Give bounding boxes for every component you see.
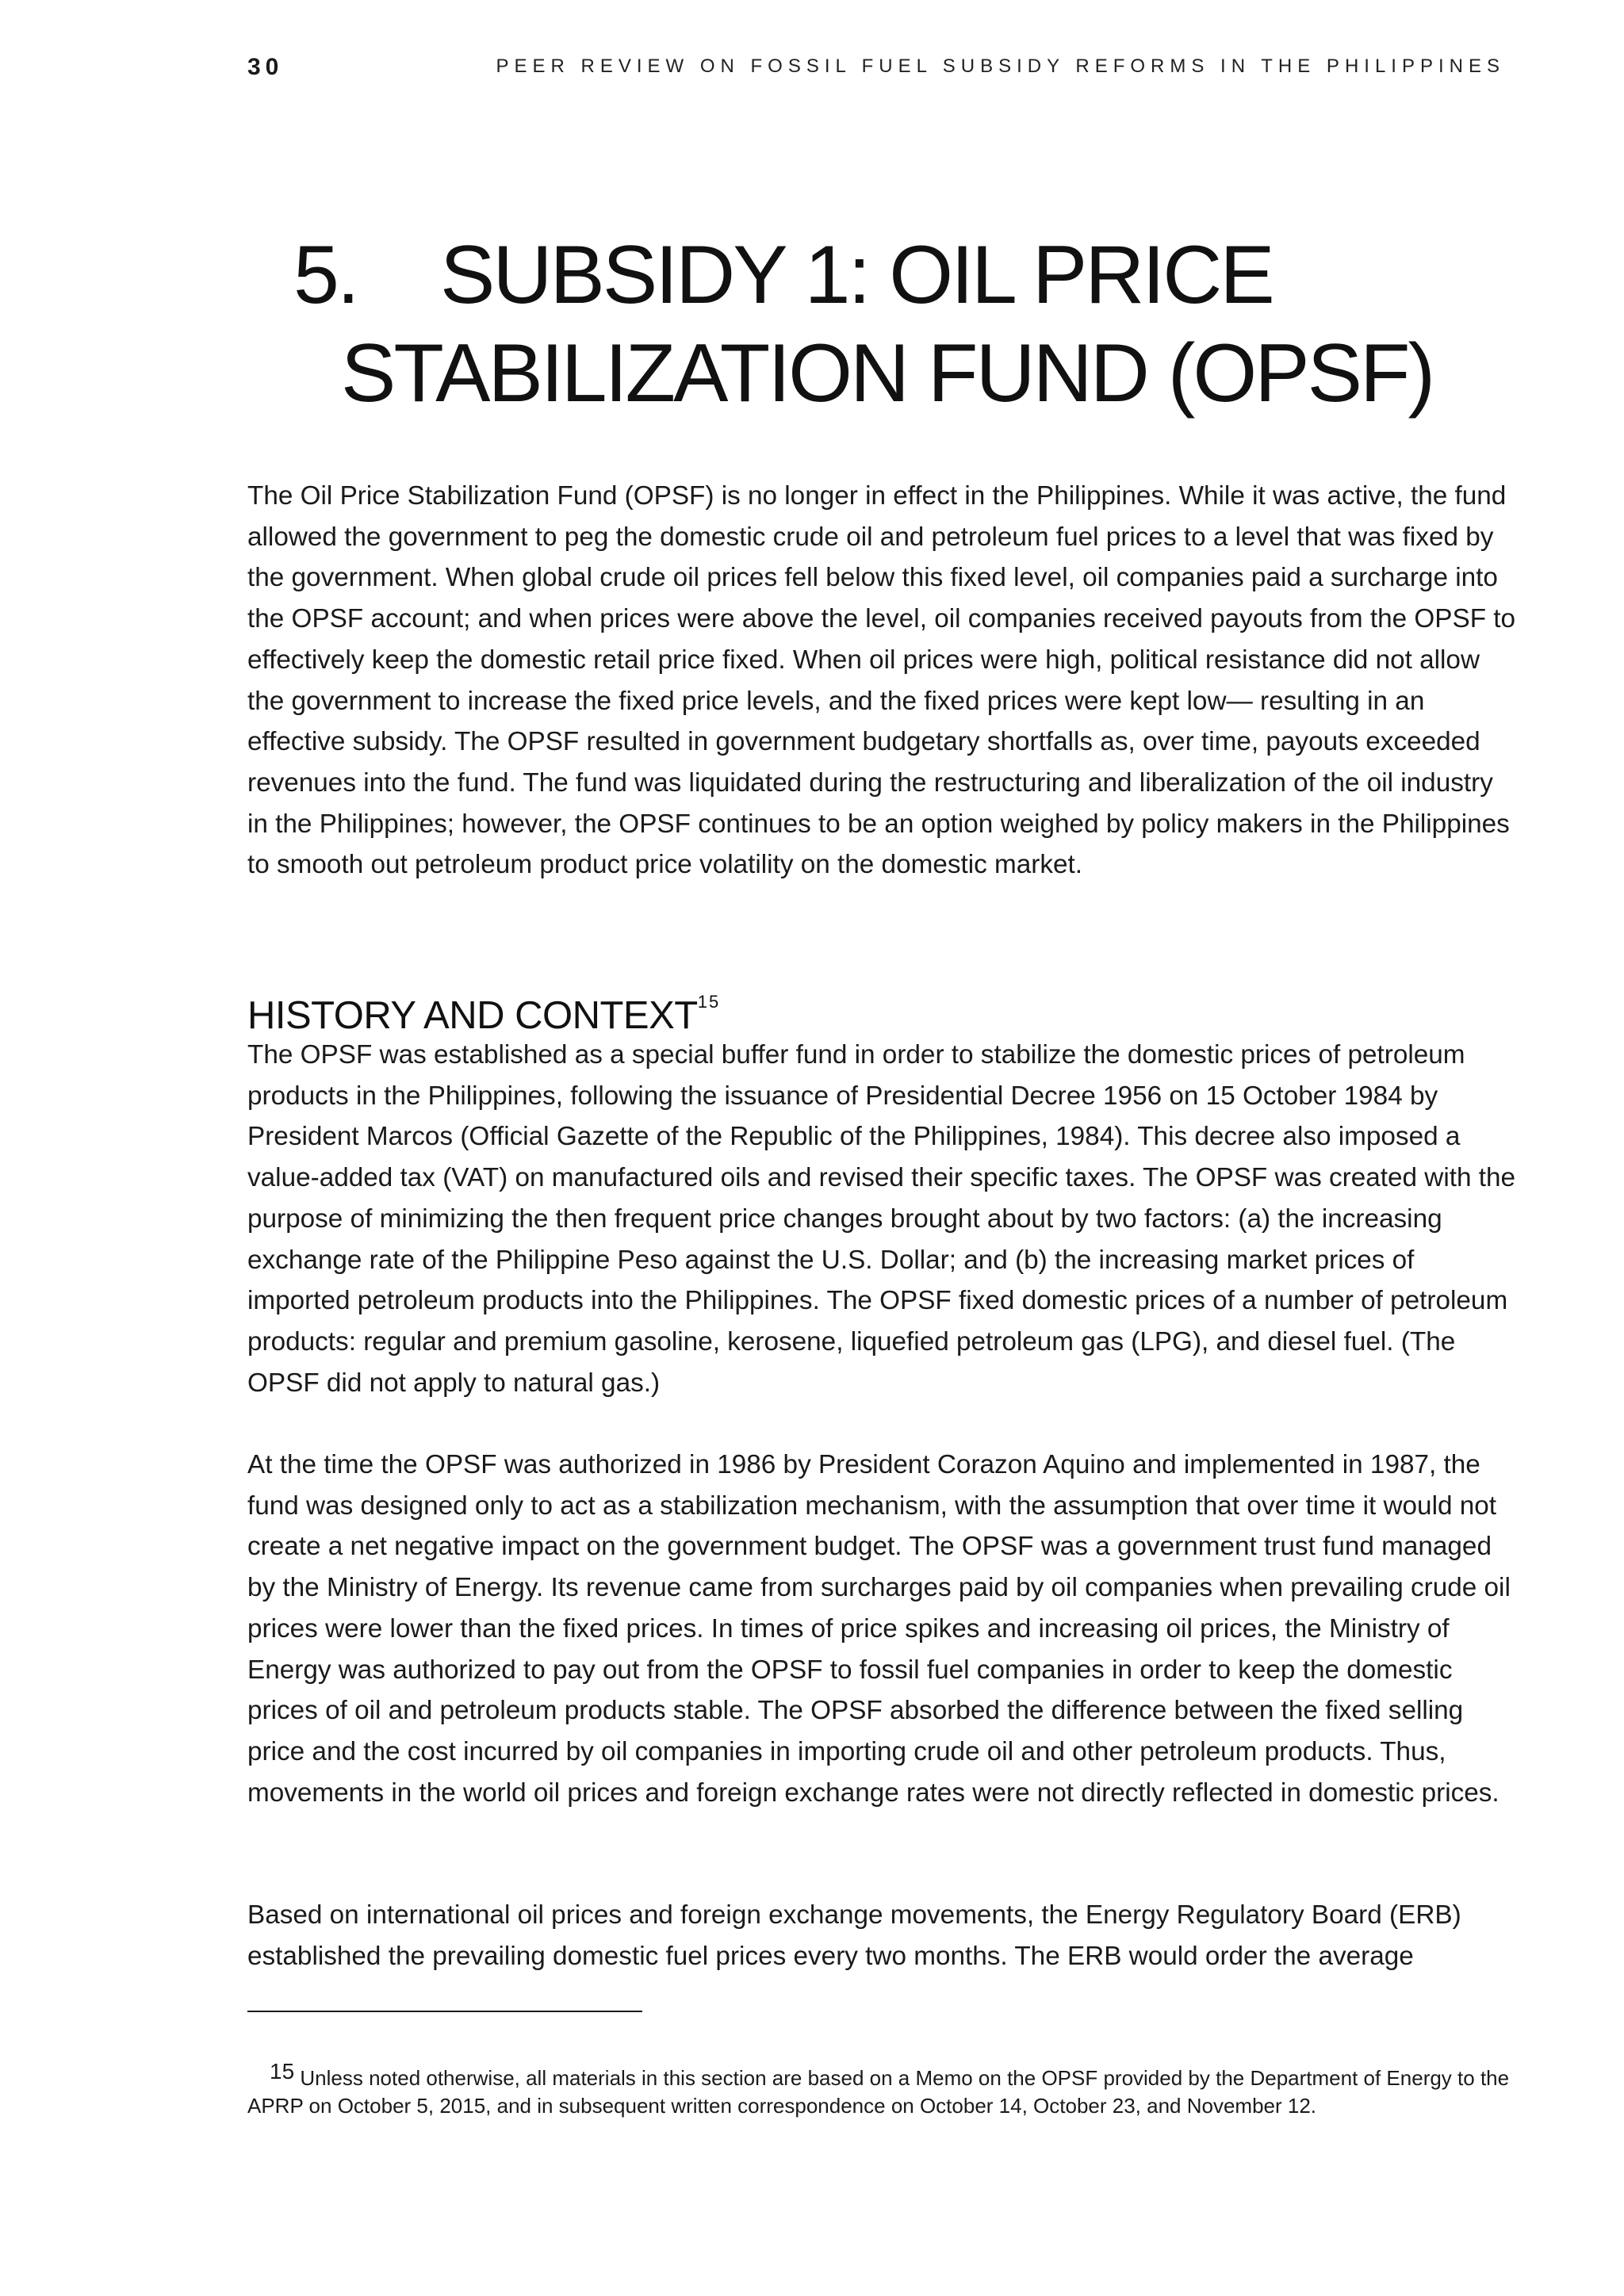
running-header: PEER REVIEW ON FOSSIL FUEL SUBSIDY REFORMS IN THE PHILIPPINES (496, 55, 1505, 77)
history-paragraph-3: Based on international oil prices and foreign exchange movements, the Energy Regulatory Board (ERB) established the prevailing domestic fuel prices every two months. The ERB would order the average (247, 1900, 1461, 1971)
chapter-title (293, 226, 1522, 423)
footnote-divider (247, 2011, 642, 2012)
chapter-title-line1: SUBSIDY 1: OIL PRICE (440, 229, 1273, 321)
footnote-reference: 15 (697, 992, 721, 1012)
footnote-number: 15 (270, 2059, 295, 2084)
section-heading-text: HISTORY AND CONTEXT (247, 994, 698, 1037)
footnote-text: Unless noted otherwise, all materials in this section are based on a Memo on the OPSF provided by the Department of Energy to the APRP on October 5, 2015, and in subsequent written correspondence on October 14, October 23, and November 12. (247, 2066, 1510, 2118)
section-heading (247, 978, 720, 1039)
history-paragraph-1: The OPSF was established as a special buffer fund in order to stabilize the domestic prices of petroleum products in the Philippines, following the issuance of Presidential Decree 1956 on 15 October 1984 by President Marcos (Official Gazette of the Republic of the Philippines, 1984). This decree also imposed a value-added tax (VAT) on manufactured oils and revised their specific taxes. The OPSF was created with the purpose of minimizing the then frequent price changes brought about by two factors: (a) the increasing exchange rate of the Philippine Peso against the U.S. Dollar; and (b) the increasing market prices of imported petroleum products into the Philippines. The OPSF fixed domestic prices of a number of petroleum products: regular and premium gasoline, kerosene, liquefied petroleum gas (LPG), and diesel fuel. (The OPSF did not apply to natural gas.) (247, 1040, 1516, 1398)
history-paragraph-2: At the time the OPSF was authorized in 1986 by President Corazon Aquino and implemented in 1987, the fund was designed only to act as a stabilization mechanism, with the assumption that over time it would not create a net negative impact on the government budget. The OPSF was a government trust fund managed by the Ministry of Energy. Its revenue came from surcharges paid by oil companies when prevailing crude oil prices were lower than the fixed prices. In times of price spikes and increasing oil prices, the Ministry of Energy was authorized to pay out from the OPSF to fossil fuel companies in order to keep the domestic prices of oil and petroleum products stable. The OPSF absorbed the difference between the fixed selling price and the cost incurred by oil companies in importing crude oil and other petroleum products. Thus, movements in the world oil prices and foreign exchange rates were not directly reflected in domestic prices. (247, 1450, 1511, 1808)
footnote (247, 2058, 1516, 2119)
chapter-title-line2: STABILIZATION FUND (OPSF) (341, 327, 1434, 419)
page-number: 30 (247, 54, 284, 80)
chapter-number: 5. (293, 229, 358, 321)
intro-paragraph: The Oil Price Stabilization Fund (OPSF) is no longer in effect in the Philippines. While it was active, the fund allowed the government to peg the domestic crude oil and petroleum fuel prices to a level that was fixed by the government. When global crude oil prices fell below this fixed level, oil companies paid a surcharge into the OPSF account; and when prices were above the level, oil companies received payouts from the OPSF to effectively keep the domestic retail price fixed. When oil prices were high, political resistance did not allow the government to increase the fixed price levels, and the fixed prices were kept low— resulting in an effective subsidy. The OPSF resulted in government budgetary shortfalls as, over time, payouts exceeded revenues into the fund. The fund was liquidated during the restructuring and liberalization of the oil industry in the Philippines; however, the OPSF continues to be an option weighed by policy makers in the Philippines to smooth out petroleum product price volatility on the domestic market. (247, 481, 1516, 880)
